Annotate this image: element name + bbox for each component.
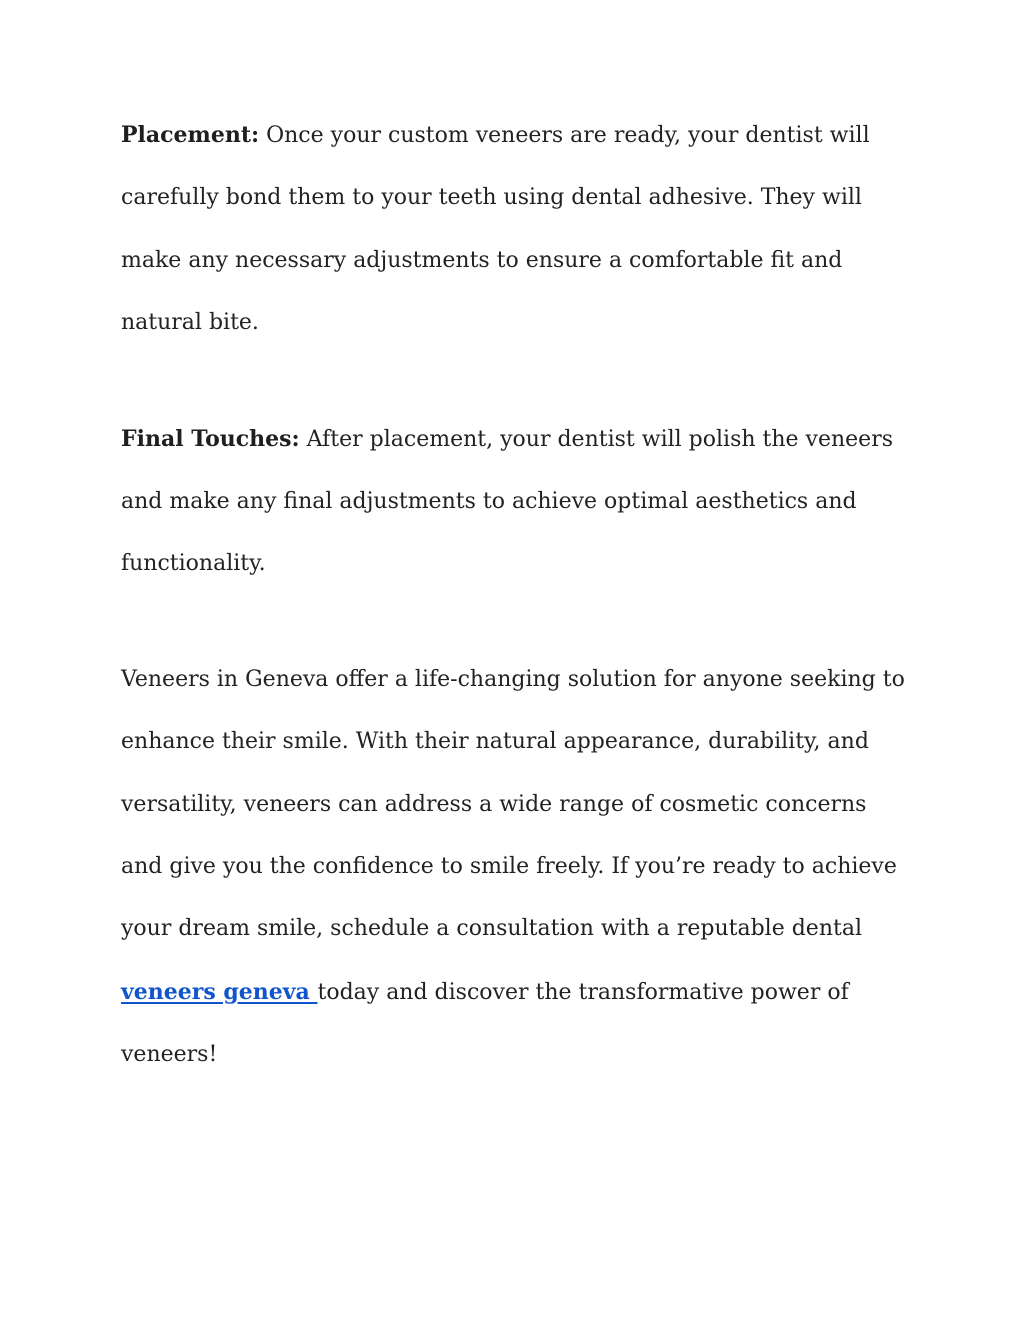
final-touches-heading: Final Touches:	[121, 425, 300, 452]
veneers-geneva-link[interactable]: veneers geneva	[121, 978, 318, 1005]
document-body	[121, 104, 911, 1087]
paragraph-placement	[121, 104, 911, 355]
placement-text: Once your custom veneers are ready, your dentist will carefully bond them to your teeth using dental adhesive. They will make any necessary adjustments to ensure a comfortable fit and natural bite.	[121, 123, 870, 336]
conclusion-text-end: today and discover the transformative power of veneers!	[121, 979, 849, 1068]
final-touches-text: After placement, your dentist will polish the veneers and make any final adjustments to achieve optimal aesthetics and functionality.	[121, 426, 894, 577]
paragraph-final-touches	[121, 408, 911, 596]
paragraph-conclusion	[121, 649, 911, 1087]
conclusion-text: Veneers in Geneva offer a life-changing solution for anyone seeking to enhance their smile. With their natural appearance, durability, and versatility, veneers can address a wide range of cosmetic concerns and give you the confidence to smile freely. If you’re ready to achieve your dream smile, schedule a consultation with a reputable dental	[121, 666, 905, 942]
placement-heading: Placement:	[121, 122, 260, 148]
